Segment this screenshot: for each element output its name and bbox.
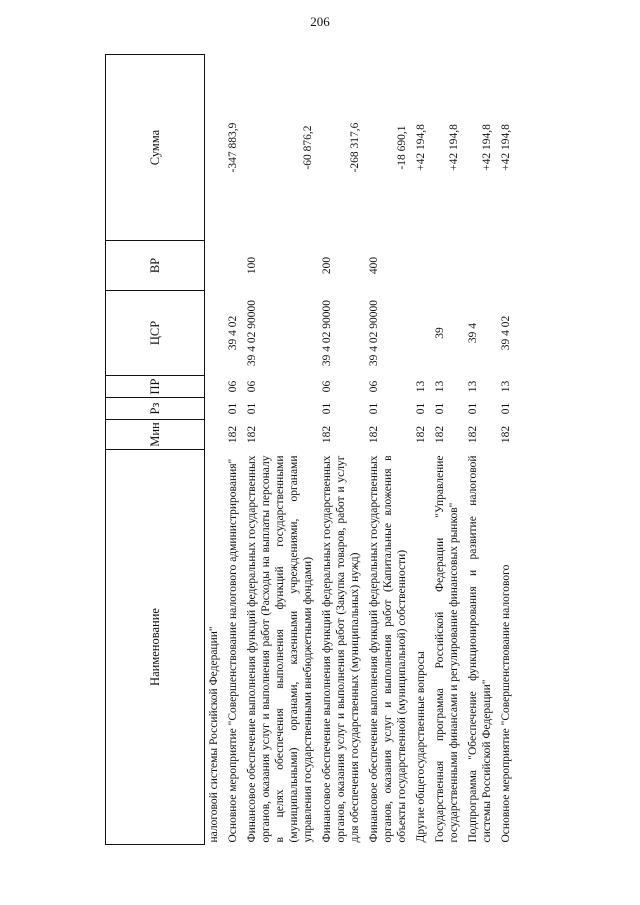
row-min: 182 — [500, 425, 512, 444]
table-row — [225, 55, 244, 845]
row-min: 182 — [246, 425, 258, 444]
table-row — [319, 55, 366, 845]
table-row — [465, 55, 498, 845]
row-csr: 39 4 02 90000 — [246, 299, 258, 367]
row-pr: 06 — [246, 380, 258, 393]
row-rz: 01 — [467, 402, 479, 415]
page-number: 206 — [310, 14, 330, 29]
row-name: Основное мероприятие "Совершенствование налогового — [500, 564, 512, 843]
row-sum: -347 883,9 — [227, 122, 239, 173]
row-vr: 100 — [246, 256, 258, 275]
row-name: Финансовое обеспечение выполнения функций федеральных государственных органов, оказания услуг и выполнения работ (Расходы на выплаты персоналу в целях обеспечения выполнения функций государственными (муниципальными) органами, казенными учреждениями, органами управления государственными внебюджетными фондами) — [246, 455, 314, 843]
row-min: 182 — [415, 425, 427, 444]
row-sum — [205, 55, 226, 241]
row-pr — [205, 376, 226, 398]
row-csr: 39 4 02 — [500, 315, 512, 351]
row-rz: 01 — [500, 402, 512, 415]
row-csr: 39 4 02 90000 — [321, 299, 333, 367]
row-pr: 06 — [321, 380, 333, 393]
row-pr: 13 — [415, 380, 427, 393]
row-rz: 01 — [321, 402, 333, 415]
row-min: 182 — [227, 425, 239, 444]
row-vr — [413, 241, 432, 291]
row-pr: 13 — [467, 380, 479, 393]
budget-table — [105, 54, 517, 845]
row-rz — [205, 398, 226, 420]
rotated-table-area — [105, 55, 605, 845]
table-header-row — [106, 55, 205, 845]
header-csr: ЦСР — [106, 291, 205, 376]
row-name: Финансовое обеспечение выполнения функций федеральных государственных органов, оказания услуг и выполнения работ (Капитальные вложения в объекты государственной (муниципальной) собственности) — [368, 455, 408, 843]
row-sum: +42 194,8 — [481, 124, 493, 171]
row-min: 182 — [434, 425, 446, 444]
table-row — [366, 55, 413, 845]
row-name: Основное мероприятие "Совершенствование налогового администрирования" — [227, 458, 239, 843]
header-name: Наименование — [106, 450, 205, 845]
table-row — [413, 55, 432, 845]
row-sum: +42 194,8 — [415, 124, 427, 171]
row-min: 182 — [321, 425, 333, 444]
row-rz: 01 — [246, 402, 258, 415]
row-vr — [205, 241, 226, 291]
row-csr: 39 4 — [467, 322, 479, 344]
row-pr: 06 — [368, 380, 380, 393]
row-name: Финансовое обеспечение выполнения функций федеральных государственных органов, оказания услуг и выполнения работ (Закупка товаров, работ и услуг для обеспечения государственных (муниципальных) нужд) — [321, 455, 361, 843]
row-csr: 39 4 02 — [227, 315, 239, 351]
row-csr — [413, 291, 432, 376]
header-rz: Рз — [106, 398, 205, 420]
row-vr — [465, 241, 498, 291]
header-sum: Сумма — [106, 55, 205, 241]
table-row — [244, 55, 319, 845]
row-pr: 06 — [227, 380, 239, 393]
row-min: 182 — [467, 425, 479, 444]
row-sum: +42 194,8 — [448, 124, 460, 171]
row-csr — [205, 291, 226, 376]
row-csr: 39 4 02 90000 — [368, 299, 380, 367]
header-min: Мин — [106, 420, 205, 450]
row-csr: 39 — [434, 327, 446, 339]
row-sum: +42 194,8 — [500, 124, 512, 171]
header-pr: ПР — [106, 376, 205, 398]
row-name: Другие общегосударственные вопросы — [415, 651, 427, 843]
row-rz: 01 — [434, 402, 446, 415]
row-vr — [498, 241, 517, 291]
row-pr: 13 — [434, 380, 446, 393]
row-name: Государственная программа Российской Федерации "Управление государственными финансами и регулирование финансовых рынков" — [434, 455, 460, 843]
header-vr: ВР — [106, 241, 205, 291]
table-row — [432, 55, 465, 845]
row-name: налоговой системы Российской Федерации" — [208, 626, 220, 843]
row-sum: -268 317,6 — [349, 122, 361, 173]
row-min: 182 — [368, 425, 380, 444]
row-vr: 200 — [321, 256, 333, 275]
row-vr — [432, 241, 465, 291]
row-name: Подпрограмма "Обеспечение функционирования и развитие налоговой системы Российской Федерации" — [467, 455, 493, 843]
row-rz: 01 — [415, 402, 427, 415]
row-rz: 01 — [368, 402, 380, 415]
row-min — [205, 420, 226, 450]
row-sum: -60 876,2 — [302, 125, 314, 170]
row-pr: 13 — [500, 380, 512, 393]
row-vr: 400 — [368, 256, 380, 275]
table-row — [205, 55, 226, 845]
row-vr — [225, 241, 244, 291]
row-sum: -18 690,1 — [396, 125, 408, 170]
row-rz: 01 — [227, 402, 239, 415]
table-row — [498, 55, 517, 845]
